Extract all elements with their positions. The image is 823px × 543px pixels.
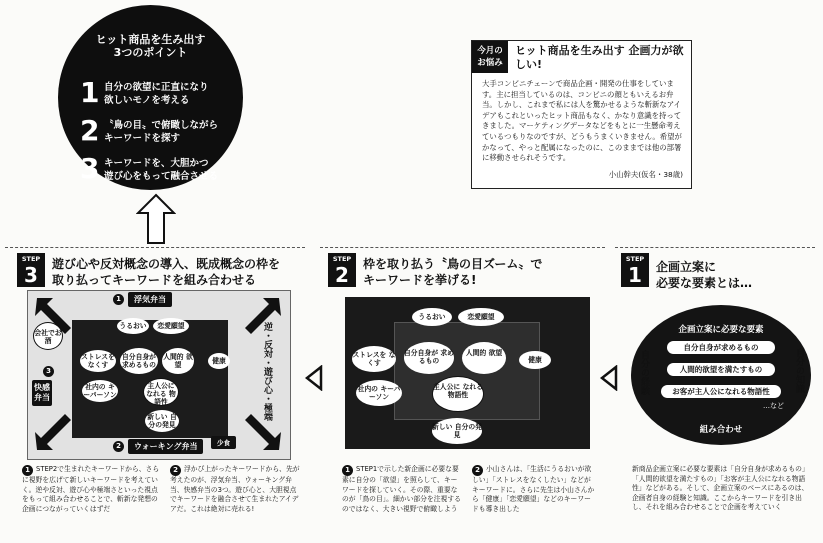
step3-label: STEP [21,255,41,263]
step1-bar-okyaku: お客が主人公になれる物語性 [661,385,781,398]
step3-node-stress: ストレスを なくす [80,350,116,372]
step3-node-shanai: 社内の キーパーソン [82,380,118,402]
worry-signature: 小山幹夫(仮名・38歳) [608,170,683,179]
circle-title [58,33,243,59]
step3-marker-2: 2 [113,441,124,452]
step3-node-renai: 恋愛願望 [153,318,189,334]
step1-badge [621,253,649,287]
step2-caption-2-text: 小山さんは、「生活にうるおいが欲しい」「ストレスをなくしたい」などがキーワードに。さらに先生は小山さんから「健康」「恋愛願望」などのキーワードも導き出した [472,465,595,513]
step3-node-kenko: 健康 [208,353,230,369]
step2-caption-2 [472,465,597,514]
caption-num-2: 2 [170,465,181,476]
step2-from-step1-arrow-icon [598,365,618,391]
arrow-bottom-left-icon [35,414,71,450]
step2-node-jibun: 自分自身が 求めるもの [404,342,454,374]
step2-number: 2 [335,263,349,287]
worry-body: 大手コンビニチェーンで商品企画・開発の仕事をしています。主に担当しているのは、コンビニの顔ともいえるお弁当。しかし、これまで私には人を驚かせるような斬新なアイデアもこれといったヒット商品もなく、かなり意識を持ってきました。マーケティングデータなどをもとに一生懸命考えているつもりなのですが、どうもうまくいきません。希望がかなって、やっと配属になったのに、このままでは他の部署に移動させられそうです。 [482,79,682,163]
step3-tag-kaikan: 快感弁当 [32,380,52,406]
step1-number: 1 [628,263,642,287]
point-1-number: 1 [80,76,100,109]
step2-caption-1-text: STEP1で示した新企画に必要な要素に自分の「欲望」を照らして、キーワードを探していく。その際、重要なのが「鳥の目」。細かい部分を注視するのではなく、大きい視野で俯瞰しよう [342,465,461,513]
step1-title-line1: 企画立案に [656,260,717,274]
worry-box [471,40,692,189]
step1-ellipse [631,305,811,445]
step3-title-line2: 取り払ってキーワードを組み合わせる [52,273,257,287]
step2-divider [320,247,605,248]
step1-caption: 新商品企画立案に必要な要素は「自分自身が求めるもの」「人間的欲望を満たすもの」「お客が主人公になれる物語性」などがある。そして、企画立案のベースにあるのは、企画者自身の経験と知識。ここからキーワードを引き出し、それを組み合わせることで企画を考えていく [632,465,809,512]
step1-title-line2: 必要な要素とは… [656,276,753,290]
step2-label: STEP [332,255,352,263]
point-1-line1: 自分の欲望に正直になり [104,82,209,93]
caption-num-1: 1 [22,465,33,476]
point-2-number: 2 [80,114,100,147]
point-2-line1: 〝鳥の目〟で俯瞰しながら [104,120,219,131]
step1-bottom: 組み合わせ [699,425,743,435]
step3-node-center: 主人公に なれる 物語性 [143,378,179,406]
step3-title-line1: 遊び心や反対概念の導入、既成概念の枠を [52,257,281,271]
step1-bar-jibun: 自分自身が求めるもの [667,341,775,354]
step2-node-center: 主人公に なれる 物語性 [432,376,484,412]
step1-left-side: 自分の経験 [639,350,649,395]
worry-title: ヒット商品を生み出す 企画力が欲しい! [515,44,684,71]
step2-title-line2: キーワードを挙げる! [363,273,477,287]
step3-tag-shoshoku: 少食 [211,436,236,449]
step3-badge [17,253,45,287]
step3-title [52,256,302,288]
step2-caption-1 [342,465,464,514]
step1-divider [615,247,815,248]
step3-node-ningen: 人間的 欲望 [162,348,194,374]
step3-caption-2 [170,465,300,514]
step2-node-stress: ストレスを なくす [352,346,396,372]
step3-node-atarashii: 新しい 自分の発見 [145,410,179,432]
step3-side-label: 逆・反対・遊び心・極端 [262,322,272,421]
step2-badge [328,253,356,287]
step2-node-kenko: 健康 [519,351,551,369]
step3-node-kaisha: 会社でお酒 [33,322,63,350]
caption-num-1b: 1 [342,465,353,476]
point-3-number: 3 [80,152,100,185]
point-3-line2: 遊び心をもって融合させる [104,171,219,182]
point-1-line2: 欲しいモノを考える [104,95,190,106]
step1-label: STEP [625,255,645,263]
point-3-line1: キーワードを、大胆かつ [104,158,209,169]
step3-node-jibun: 自分自身が 求めるもの [120,348,158,374]
step1-bar-ningen: 人間的欲望を満たすもの [667,363,775,376]
step3-from-step2-arrow-icon [303,365,323,391]
step3-marker-3: 3 [43,366,54,377]
step1-ellipse-title: 企画立案に必要な要素 [678,325,764,335]
step3-caption-1-text: STEP2で生まれたキーワードから、さらに視野を広げて新しいキーワードを考えていく。逆や反対、遊び心や極端さといった視点をもって組み合わせることで、斬新な発想の企画につながっていくはずだ [22,465,160,513]
step2-title [363,256,603,288]
step3-caption-1 [22,465,162,514]
step3-tag-walking: ウォーキング弁当 [128,439,203,454]
caption-num-2b: 2 [472,465,483,476]
step3-marker-1: 1 [113,294,124,305]
step3-number: 3 [24,263,38,287]
up-arrow-icon [136,193,176,245]
step1-etc: …など [763,402,784,410]
step1-title [656,259,816,291]
step2-node-uruoi: うるおい [412,308,452,326]
circle-title-line2: 3つのポイント [113,46,188,59]
step2-node-ningen: 人間的 欲望 [462,342,506,374]
step3-arrows [27,290,289,458]
three-points-circle [58,5,243,190]
step3-tag-uwaki: 浮気弁当 [128,292,172,307]
step3-divider [5,247,305,248]
circle-title-line1: ヒット商品を生み出す [95,33,206,46]
step2-node-shanai: 社内の キーパーソン [356,380,402,406]
step3-node-uruoi: うるおい [117,318,149,334]
step1-right-side: 自分の知識 [794,348,804,393]
worry-badge: 今月の お悩み [472,41,508,73]
point-2-line2: キーワードを探す [104,133,181,144]
step2-title-line1: 枠を取り払う〝鳥の目ズーム〟で [363,257,543,271]
step3-caption-2-text: 浮かび上がったキーワードから、先が考えたのが、浮気弁当、ウォーキング弁当、快感弁当の3つ。遊び心と、大胆視点でキーワードを融合させて生まれたアイデアだ。これは絶対に売れる! [170,465,300,513]
step2-node-atarashii: 新しい 自分の発見 [432,418,482,444]
step2-node-renai: 恋愛願望 [458,308,504,326]
